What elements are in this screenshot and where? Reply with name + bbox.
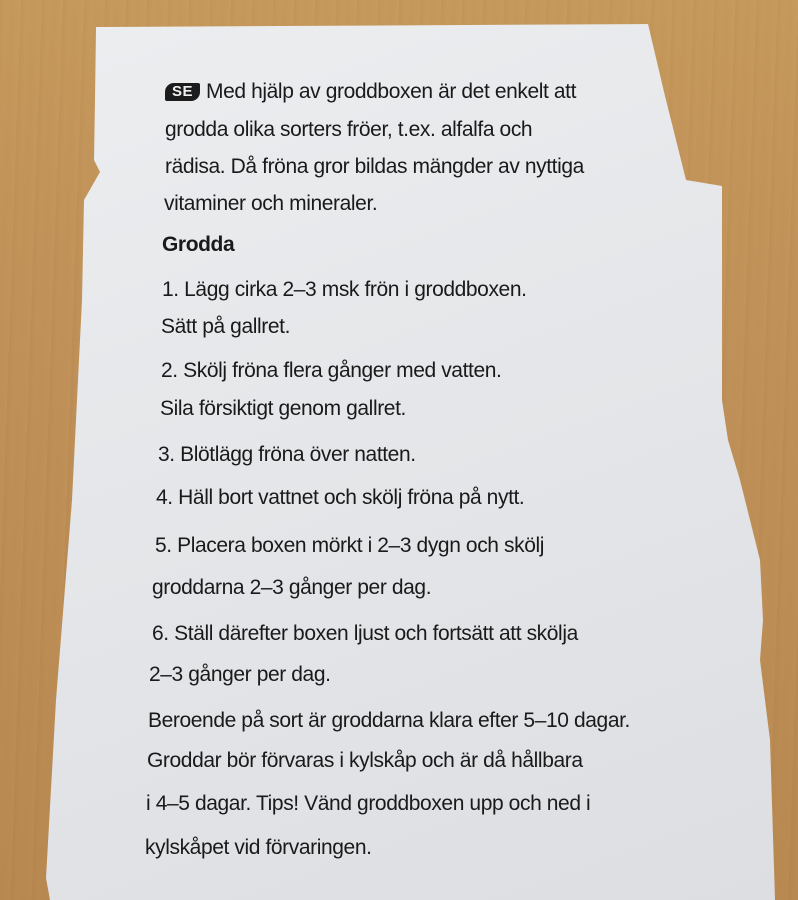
intro-line-1 (165, 79, 576, 105)
intro-line-2: grodda olika sorters fröer, t.ex. alfalfa och (165, 118, 533, 141)
intro-line-3: rädisa. Då fröna gror bildas mängder av nyttiga (165, 155, 584, 178)
step-2-line-1: 2. Skölj fröna flera gånger med vatten. (161, 359, 502, 382)
outro-line-3: i 4–5 dagar. Tips! Vänd groddboxen upp och ned i (146, 792, 591, 815)
outro-line-2: Groddar bör förvaras i kylskåp och är då hållbara (147, 749, 583, 772)
step-4-line-1: 4. Häll bort vattnet och skölj fröna på nytt. (156, 486, 525, 509)
step-6-line-1: 6. Ställ därefter boxen ljust och fortsätt att skölja (152, 622, 578, 645)
step-6-line-2: 2–3 gånger per dag. (149, 663, 331, 686)
intro-text-1: Med hjälp av groddboxen är det enkelt att (206, 80, 577, 103)
step-1-line-2: Sätt på gallret. (161, 315, 291, 338)
step-2-line-2: Sila försiktigt genom gallret. (160, 397, 406, 420)
step-5-line-1: 5. Placera boxen mörkt i 2–3 dygn och skölj (155, 534, 545, 557)
step-3-line-1: 3. Blötlägg fröna över natten. (158, 443, 416, 466)
intro-line-4: vitaminer och mineraler. (164, 192, 378, 215)
step-5-line-2: groddarna 2–3 gånger per dag. (152, 576, 432, 599)
outro-line-4: kylskåpet vid förvaringen. (145, 836, 372, 859)
step-1-line-1: 1. Lägg cirka 2–3 msk frön i groddboxen. (162, 278, 527, 301)
section-heading: Grodda (162, 233, 235, 256)
language-badge: SE (165, 83, 200, 101)
outro-line-1: Beroende på sort är groddarna klara efter 5–10 dagar. (148, 709, 630, 732)
